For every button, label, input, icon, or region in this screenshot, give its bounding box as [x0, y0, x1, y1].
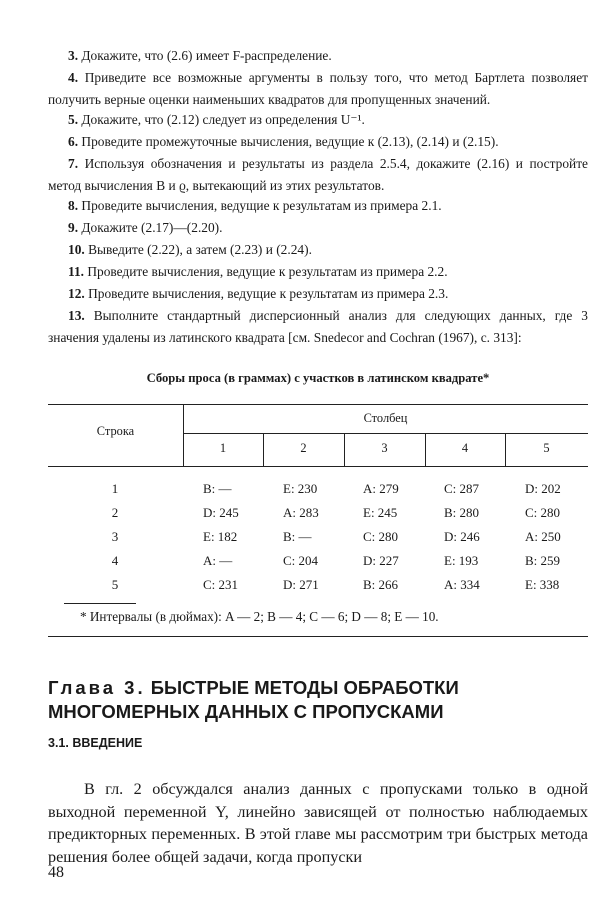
table-cell: B: — [283, 529, 312, 544]
table-cell: E: 182 [203, 529, 238, 544]
table-cell: E: 338 [525, 577, 560, 592]
column-group-rule [183, 433, 588, 434]
table-cell: B: 266 [363, 577, 399, 592]
table-cell: B: 280 [444, 505, 480, 520]
row-label: 5 [111, 577, 119, 592]
column-number: 5 [543, 441, 550, 455]
table-cell: D: 246 [444, 529, 480, 544]
row-label: 1 [111, 481, 119, 496]
exercise-4: 4. Приведите все возможные аргументы в пользу того, что метод Бартлета позволяет получить верные оценки наименьших квадратов для пропущенных значений. [48, 70, 588, 107]
table-cell: A: 250 [525, 529, 561, 544]
table-cell: A: — [203, 553, 233, 568]
exercise-12: 12. Проведите вычисления, ведущие к результатам из примера 2.3. [68, 286, 449, 301]
table-cell: C: 287 [444, 481, 480, 496]
table-cell: E: 193 [444, 553, 479, 568]
row-label: 2 [111, 505, 119, 520]
chapter-prefix: Глава 3. [48, 677, 146, 698]
table-cell: D: 245 [203, 505, 239, 520]
table-top-rule [48, 404, 588, 405]
column-number: 4 [461, 441, 469, 455]
table-cell: D: 227 [363, 553, 399, 568]
table-cell: A: 279 [363, 481, 399, 496]
row-header: Строка [96, 424, 135, 438]
table-cell: B: 259 [525, 553, 561, 568]
exercise-8: 8. Проведите вычисления, ведущие к результатам из примера 2.1. [68, 198, 442, 213]
body-paragraph: В гл. 2 обсуждался анализ данных с пропусками только в одной выходной переменной Y, линейно зависящей от полностью наблюдаемых предикторных переменных. В этой главе мы рассмотрим три быстрых метода решения более общей задачи, когда пропуски [48, 780, 588, 866]
table-cell: C: 231 [203, 577, 239, 592]
exercise-13: 13. Выполните стандартный дисперсионный анализ для следующих данных, где 3 значения удалены из латинского квадрата [см. Snedecor and Cochran (1967), с. 313]: [48, 308, 588, 345]
table-footnote: * Интервалы (в дюймах): A — 2; B — 4; C — 6; D — 8; E — 10. [80, 609, 439, 624]
table-cell: A: 334 [444, 577, 480, 592]
table-cell: D: 271 [283, 577, 319, 592]
table-cell: B: — [203, 481, 232, 496]
chapter-title: БЫСТРЫЕ МЕТОДЫ ОБРАБОТКИ МНОГОМЕРНЫХ ДАННЫХ С ПРОПУСКАМИ [48, 677, 459, 722]
row-label: 4 [111, 553, 119, 568]
table-cell: E: 245 [363, 505, 398, 520]
table-cell: C: 280 [363, 529, 399, 544]
table-cell: D: 202 [525, 481, 561, 496]
column-number: 2 [300, 441, 307, 455]
table-cell: A: 283 [283, 505, 319, 520]
footnote-rule [64, 603, 136, 604]
column-number: 1 [219, 441, 227, 455]
table-cell: E: 230 [283, 481, 318, 496]
exercise-9: 9. Докажите (2.17)—(2.20). [68, 220, 223, 235]
exercise-5: 5. Докажите, что (2.12) следует из определения U⁻¹. [68, 112, 365, 127]
section-heading: 3.1. ВВЕДЕНИЕ [48, 736, 143, 750]
exercise-10: 10. Выведите (2.22), а затем (2.23) и (2.24). [68, 242, 312, 257]
column-number: 3 [381, 441, 388, 455]
exercise-7: 7. Используя обозначения и результаты из раздела 2.5.4, докажите (2.16) и постройте метод вычисления B и ϱ, вытекающий из этих результатов. [48, 156, 588, 193]
table-cell: C: 280 [525, 505, 561, 520]
row-label: 3 [111, 529, 119, 544]
column-group-header: Столбец [363, 411, 408, 425]
page-number: 48 [48, 864, 64, 881]
table-header-rule [48, 466, 588, 467]
exercise-11: 11. Проведите вычисления, ведущие к результатам из примера 2.2. [68, 264, 448, 279]
exercise-3: 3. Докажите, что (2.6) имеет F-распределение. [68, 48, 332, 63]
chapter-heading [48, 676, 588, 724]
table-title: Сборы проса (в граммах) с участков в латинском квадрате* [146, 371, 490, 385]
exercise-6: 6. Проведите промежуточные вычисления, ведущие к (2.13), (2.14) и (2.15). [68, 134, 499, 149]
table-cell: C: 204 [283, 553, 319, 568]
table-bottom-rule [48, 636, 588, 637]
